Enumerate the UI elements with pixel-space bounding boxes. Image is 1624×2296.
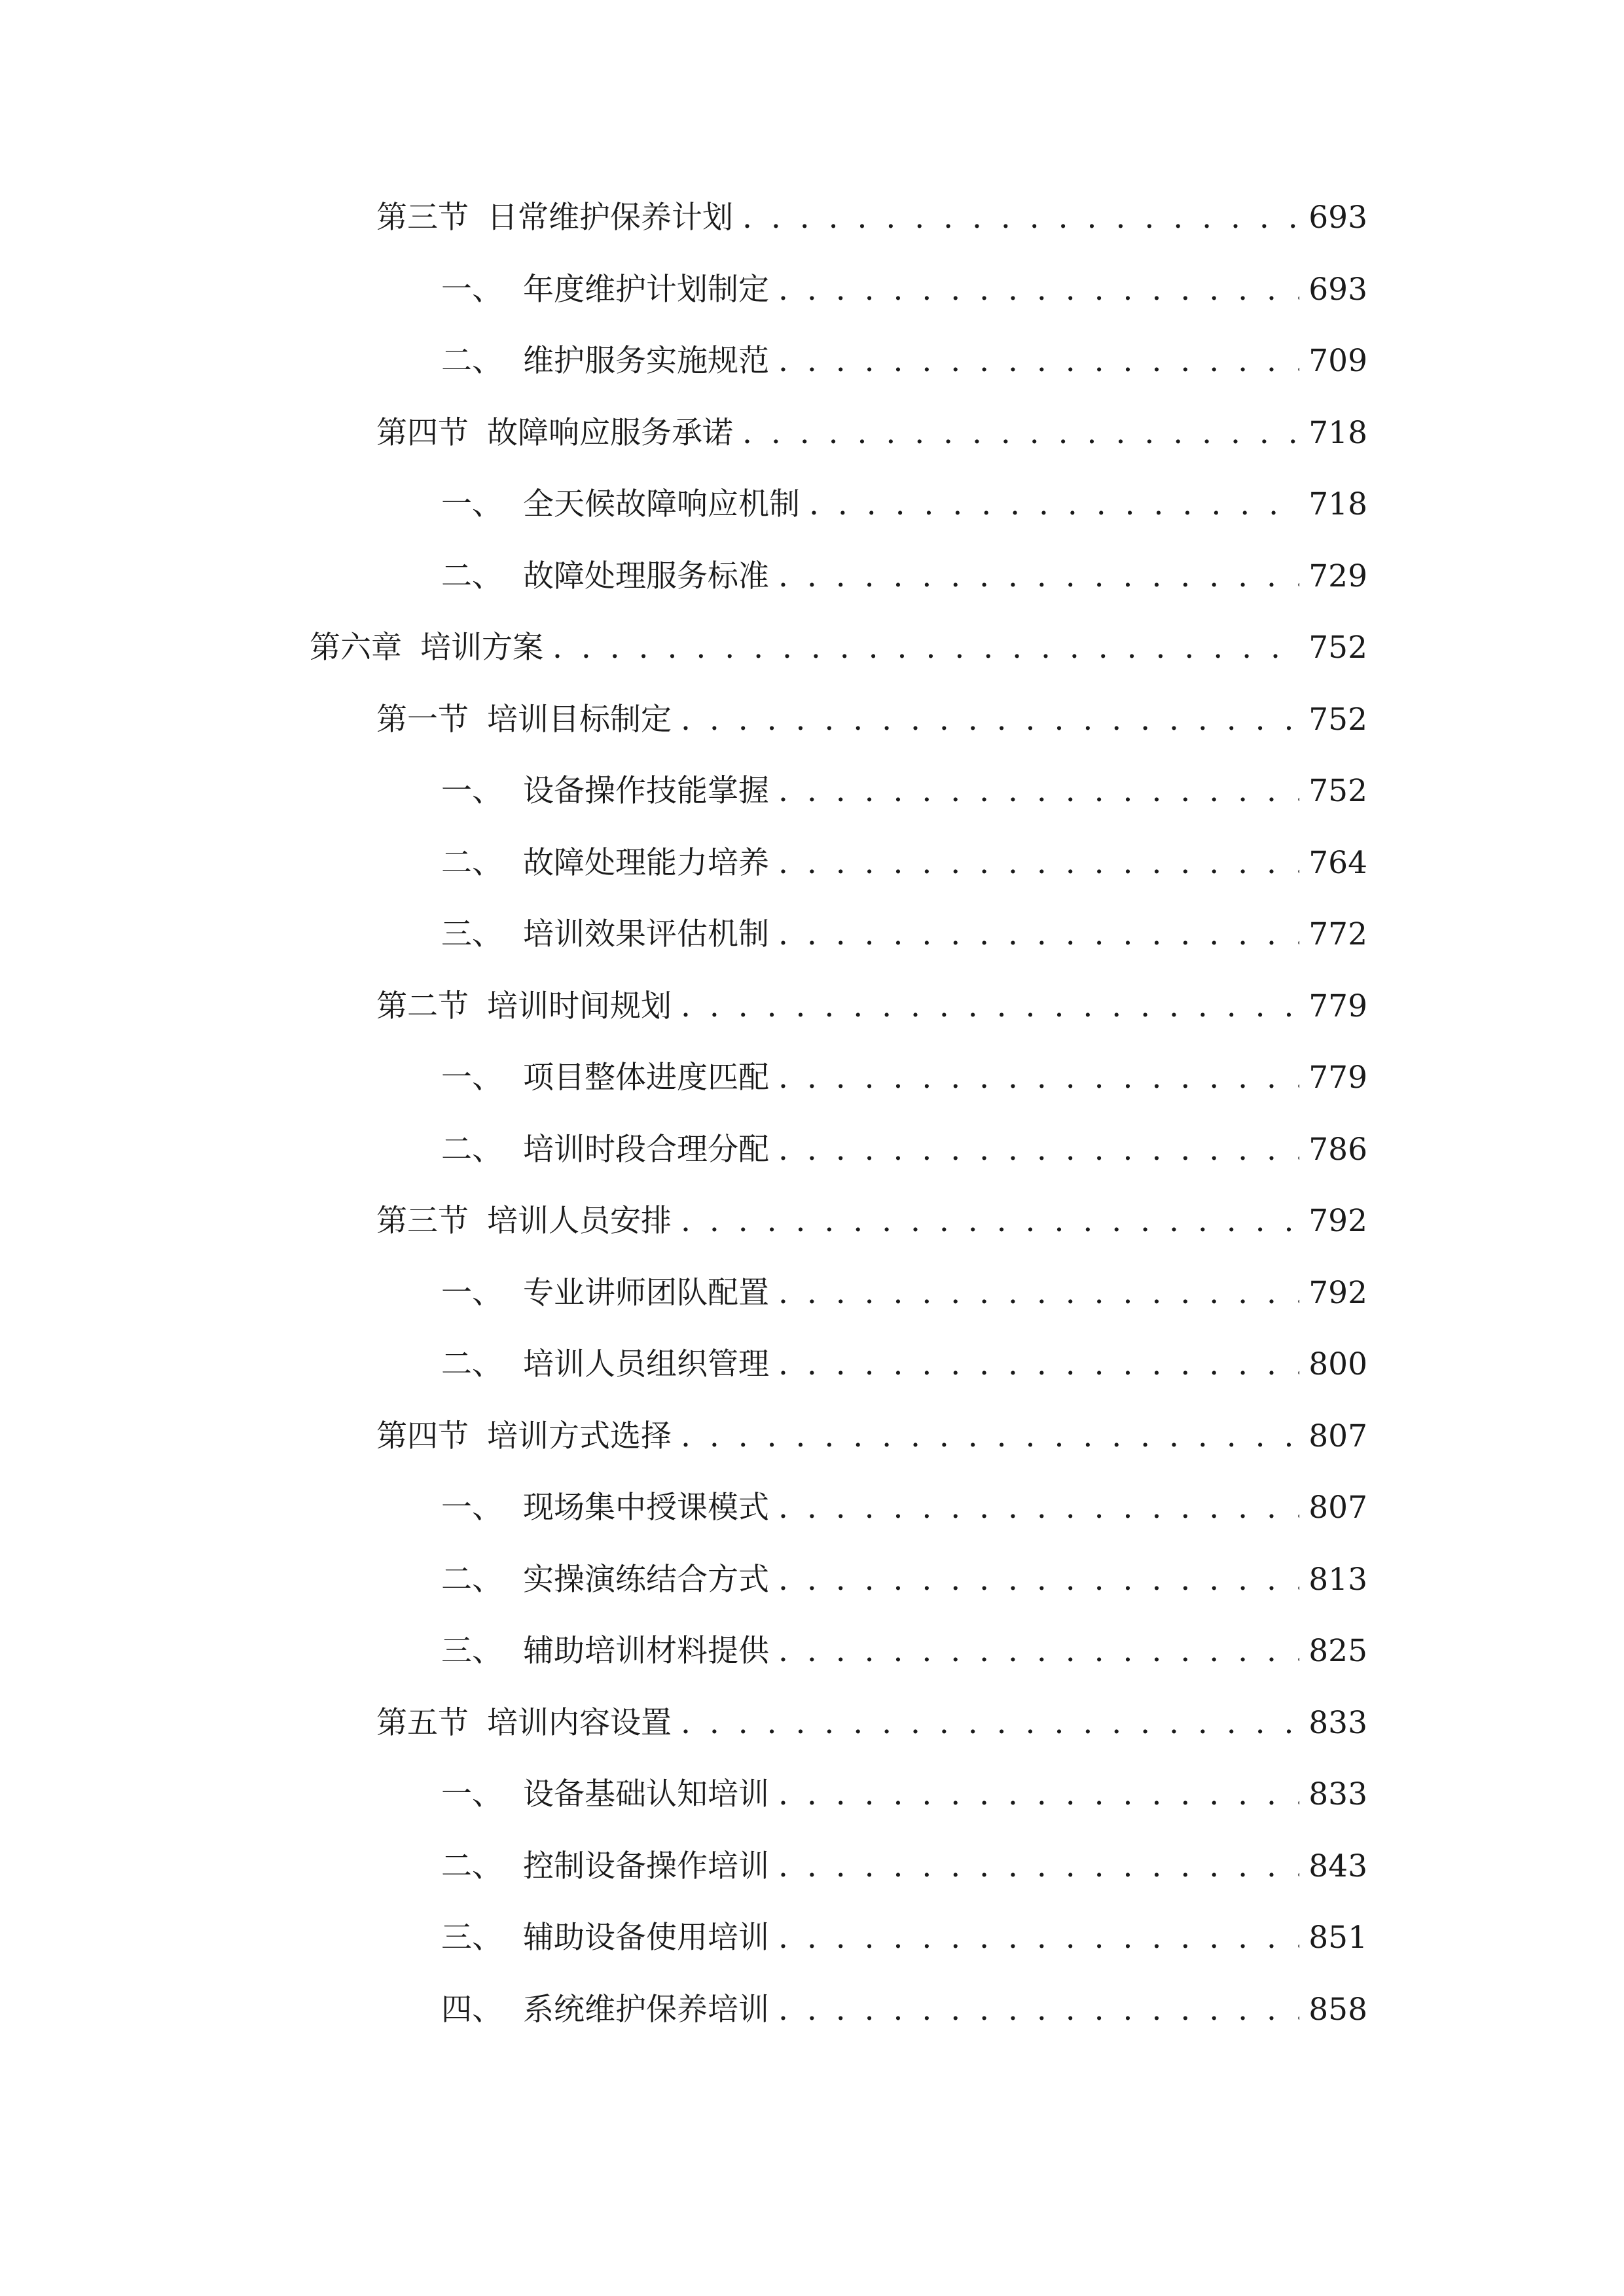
toc-entry-page: 843	[1308, 1848, 1367, 1884]
toc-entry[interactable]	[441, 837, 1367, 889]
toc-entry-title: 故障处理能力培养	[523, 845, 769, 881]
toc-entry[interactable]	[376, 192, 1367, 244]
dot-leader	[681, 1697, 1299, 1749]
toc-entry-page: 807	[1308, 1490, 1367, 1526]
toc-entry-page: 807	[1308, 1418, 1367, 1454]
toc-entry-page: 764	[1308, 845, 1367, 881]
toc-entry-title: 日常维护保养计划	[487, 200, 733, 236]
dot-leader	[778, 1338, 1299, 1391]
dot-leader	[778, 1840, 1299, 1893]
toc-entry[interactable]	[441, 264, 1367, 316]
toc-entry[interactable]	[441, 1124, 1367, 1176]
toc-entry-prefix: 二、	[441, 845, 503, 881]
toc-entry-title: 故障处理服务标准	[523, 558, 769, 594]
toc-entry-prefix: 一、	[441, 272, 503, 308]
dot-leader	[681, 1195, 1299, 1247]
toc-entry-page: 786	[1308, 1132, 1367, 1168]
dot-leader	[681, 980, 1299, 1033]
toc-entry[interactable]	[441, 1338, 1367, 1391]
toc-entry-title: 培训内容设置	[487, 1705, 672, 1741]
dot-leader	[778, 1267, 1299, 1319]
toc-entry-prefix: 第六章	[310, 630, 402, 666]
dot-leader	[778, 908, 1299, 961]
toc-entry[interactable]	[441, 1912, 1367, 1964]
toc-entry-prefix: 一、	[441, 1490, 503, 1526]
toc-entry-prefix: 第四节	[376, 1418, 469, 1454]
toc-entry-title: 系统维护保养培训	[523, 1992, 769, 2028]
toc-entry[interactable]	[441, 1267, 1367, 1319]
toc-entry-title: 故障响应服务承诺	[487, 415, 733, 451]
dot-leader	[778, 264, 1299, 316]
dot-leader	[681, 1410, 1299, 1463]
toc-entry-page: 772	[1308, 916, 1367, 952]
toc-entry-title: 年度维护计划制定	[523, 272, 769, 308]
toc-entry[interactable]	[376, 694, 1367, 746]
toc-entry-page: 693	[1308, 272, 1367, 308]
dot-leader	[778, 335, 1299, 387]
toc-entry-page: 752	[1308, 630, 1367, 666]
toc-entry-page: 792	[1308, 1203, 1367, 1239]
dot-leader	[552, 622, 1299, 674]
toc-entry-page: 779	[1308, 1060, 1367, 1096]
toc-entry-prefix: 一、	[441, 773, 503, 809]
toc-entry-page: 851	[1308, 1920, 1367, 1956]
toc-entry-title: 现场集中授课模式	[523, 1490, 769, 1526]
toc-entry-title: 培训人员安排	[487, 1203, 672, 1239]
toc-entry-title: 维护服务实施规范	[523, 343, 769, 379]
toc-entry[interactable]	[441, 1554, 1367, 1606]
toc-entry-prefix: 二、	[441, 558, 503, 594]
dot-leader	[778, 1052, 1299, 1104]
dot-leader	[778, 765, 1299, 817]
toc-entry[interactable]	[441, 335, 1367, 387]
toc-entry[interactable]	[441, 550, 1367, 603]
dot-leader	[809, 478, 1299, 531]
toc-entry[interactable]	[441, 1768, 1367, 1821]
toc-entry[interactable]	[441, 1052, 1367, 1104]
toc-entry[interactable]	[441, 478, 1367, 531]
toc-entry-title: 培训目标制定	[487, 702, 672, 738]
toc-entry-prefix: 第三节	[376, 1203, 469, 1239]
toc-entry-page: 752	[1308, 773, 1367, 809]
toc-entry-title: 辅助培训材料提供	[523, 1633, 769, 1669]
toc-entry-prefix: 三、	[441, 1920, 503, 1956]
toc-entry-prefix: 一、	[441, 1275, 503, 1311]
toc-entry[interactable]	[376, 1195, 1367, 1247]
toc-entry-prefix: 第四节	[376, 415, 469, 451]
toc-entry[interactable]	[376, 980, 1367, 1033]
toc-entry-page: 833	[1308, 1705, 1367, 1741]
toc-entry[interactable]	[376, 1697, 1367, 1749]
toc-entry[interactable]	[376, 1410, 1367, 1463]
toc-entry-page: 693	[1308, 200, 1367, 236]
dot-leader	[778, 1482, 1299, 1534]
toc-entry-page: 718	[1308, 486, 1367, 522]
toc-entry-prefix: 二、	[441, 1132, 503, 1168]
toc-entry-title: 实操演练结合方式	[523, 1562, 769, 1598]
toc-entry-prefix: 三、	[441, 1633, 503, 1669]
toc-entry-prefix: 一、	[441, 1060, 503, 1096]
toc-entry-prefix: 第三节	[376, 200, 469, 236]
dot-leader	[742, 407, 1299, 459]
toc-entry[interactable]	[441, 765, 1367, 817]
toc-entry[interactable]	[441, 908, 1367, 961]
toc-entry-page: 752	[1308, 702, 1367, 738]
toc-entry-title: 培训人员组织管理	[523, 1346, 769, 1382]
toc-entry-prefix: 第二节	[376, 988, 469, 1024]
toc-entry-page: 718	[1308, 415, 1367, 451]
toc-entry-page: 813	[1308, 1562, 1367, 1598]
toc-entry-title: 设备操作技能掌握	[523, 773, 769, 809]
toc-entry[interactable]	[441, 1840, 1367, 1893]
toc-entry-prefix: 第一节	[376, 702, 469, 738]
toc-entry-prefix: 四、	[441, 1992, 503, 2028]
dot-leader	[778, 1912, 1299, 1964]
toc-entry-prefix: 三、	[441, 916, 503, 952]
toc-entry-prefix: 二、	[441, 1562, 503, 1598]
toc-entry-page: 800	[1308, 1346, 1367, 1382]
toc-entry[interactable]	[310, 622, 1367, 674]
toc-entry-page: 858	[1308, 1992, 1367, 2028]
toc-entry[interactable]	[441, 1984, 1367, 2036]
toc-entry-title: 培训方案	[420, 630, 543, 666]
toc-entry[interactable]	[376, 407, 1367, 459]
toc-entry-title: 全天候故障响应机制	[523, 486, 800, 522]
toc-entry-page: 833	[1308, 1776, 1367, 1812]
toc-entry-title: 专业讲师团队配置	[523, 1275, 769, 1311]
dot-leader	[681, 694, 1299, 746]
toc-entry-title: 设备基础认知培训	[523, 1776, 769, 1812]
toc-entry-prefix: 一、	[441, 486, 503, 522]
toc-entry-title: 培训方式选择	[487, 1418, 672, 1454]
dot-leader	[778, 550, 1299, 603]
toc-entry-title: 培训时间规划	[487, 988, 672, 1024]
toc-entry-page: 729	[1308, 558, 1367, 594]
dot-leader	[778, 1984, 1299, 2036]
toc-entry-page: 709	[1308, 343, 1367, 379]
toc-entry[interactable]	[441, 1482, 1367, 1534]
toc-entry-prefix: 二、	[441, 1848, 503, 1884]
toc-entry[interactable]	[441, 1625, 1367, 1677]
toc-entry-prefix: 二、	[441, 343, 503, 379]
toc-entry-title: 控制设备操作培训	[523, 1848, 769, 1884]
toc-entry-title: 辅助设备使用培训	[523, 1920, 769, 1956]
toc-entry-page: 825	[1308, 1633, 1367, 1669]
toc-entry-page: 779	[1308, 988, 1367, 1024]
dot-leader	[778, 1625, 1299, 1677]
dot-leader	[778, 837, 1299, 889]
toc-entry-prefix: 第五节	[376, 1705, 469, 1741]
dot-leader	[742, 192, 1299, 244]
dot-leader	[778, 1124, 1299, 1176]
toc-entry-title: 项目整体进度匹配	[523, 1060, 769, 1096]
toc-entry-prefix: 一、	[441, 1776, 503, 1812]
dot-leader	[778, 1554, 1299, 1606]
dot-leader	[778, 1768, 1299, 1821]
toc-entry-page: 792	[1308, 1275, 1367, 1311]
toc-entry-title: 培训效果评估机制	[523, 916, 769, 952]
toc-entry-prefix: 二、	[441, 1346, 503, 1382]
toc-entry-title: 培训时段合理分配	[523, 1132, 769, 1168]
